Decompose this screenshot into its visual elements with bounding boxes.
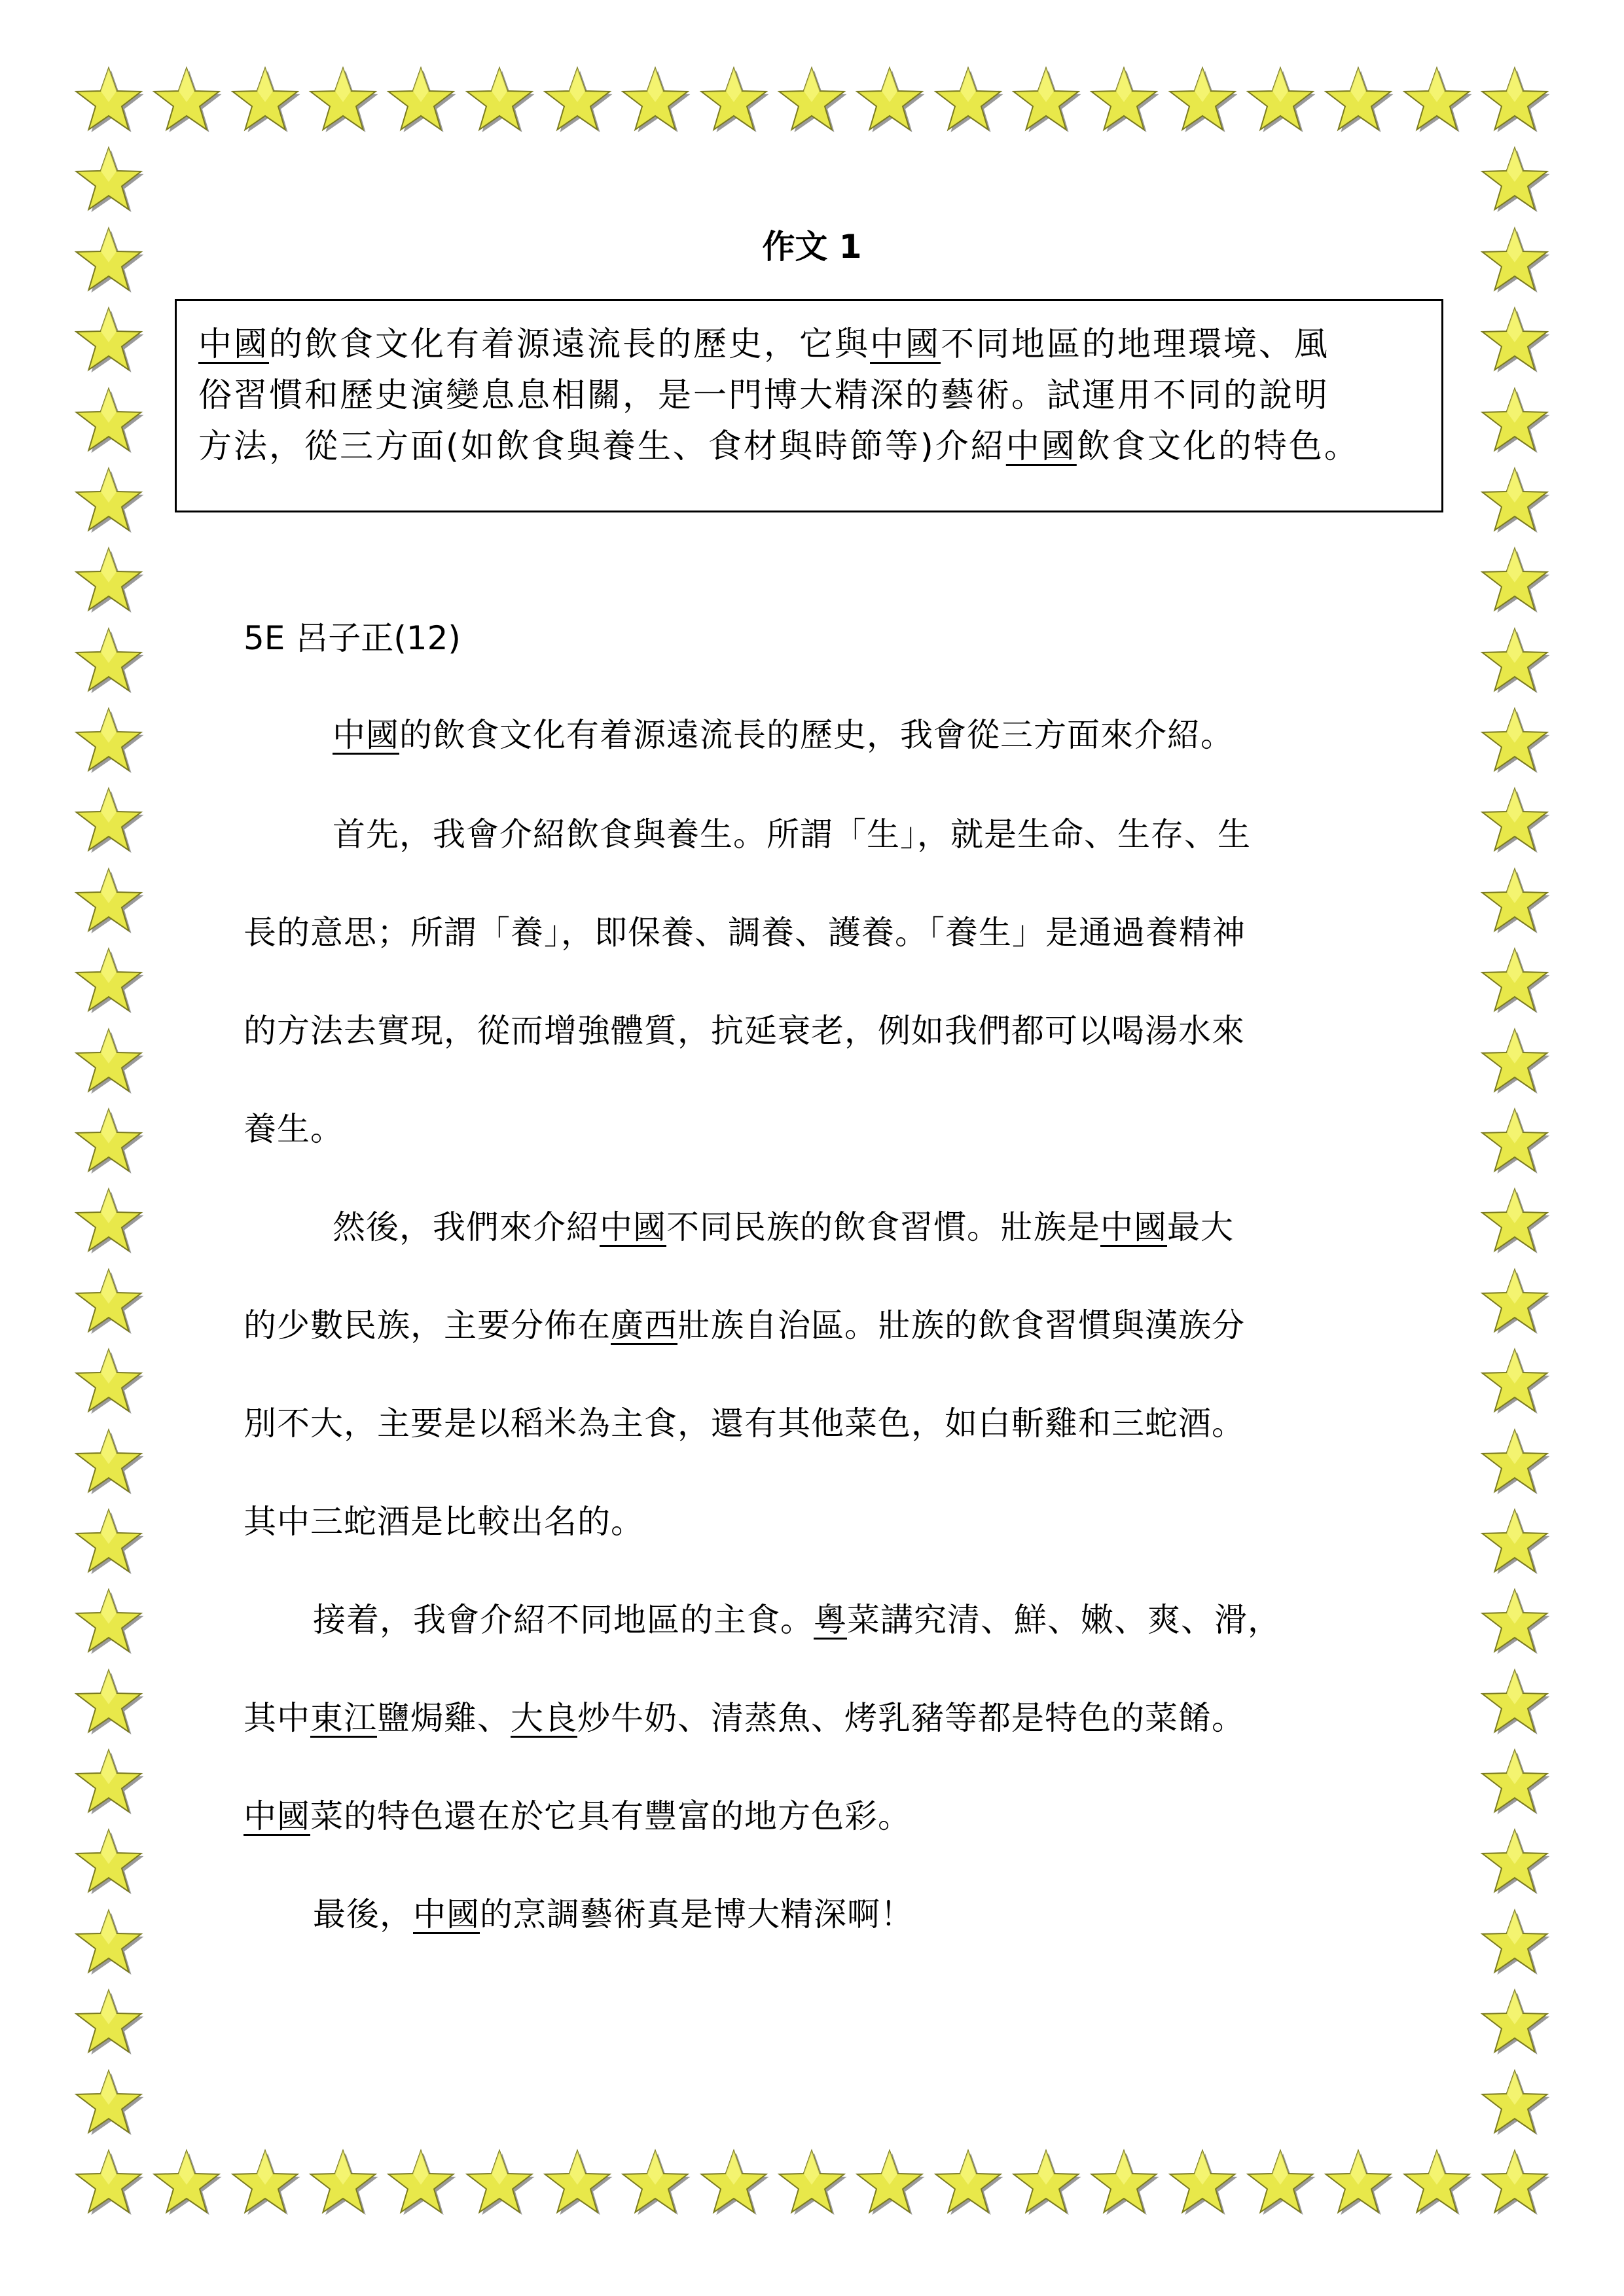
star-icon (384, 2148, 458, 2221)
prompt-line (198, 319, 1426, 370)
star-icon (72, 1347, 145, 1420)
text-segment: 飲食文化的特色。 (1076, 427, 1360, 466)
star-icon (1244, 2148, 1317, 2221)
star-icon (72, 1908, 145, 1981)
star-icon (72, 1507, 145, 1581)
star-icon (697, 2148, 770, 2221)
star-icon (1478, 1267, 1551, 1340)
star-icon (1009, 65, 1083, 139)
star-icon (72, 65, 145, 139)
star-icon (72, 145, 145, 219)
star-icon (1400, 2148, 1473, 2221)
star-icon (1478, 867, 1551, 940)
star-icon (72, 1187, 145, 1260)
proper-noun: 中國 (333, 716, 399, 754)
star-icon (1478, 1027, 1551, 1100)
star-icon (1087, 65, 1161, 139)
star-icon (72, 1988, 145, 2061)
text-segment: 其中三蛇酒是比較出名的。 (244, 1503, 644, 1541)
proper-noun: 中國 (1005, 427, 1077, 466)
proper-noun: 中國 (1100, 1208, 1167, 1246)
star-icon (775, 65, 848, 139)
essay-line (244, 1008, 1245, 1054)
text-segment: 然後，我們來介紹 (333, 1208, 600, 1246)
star-icon (72, 867, 145, 940)
star-icon (306, 65, 380, 139)
star-icon (1478, 1988, 1551, 2061)
text-segment: 接着，我會介紹不同地區的主食。 (313, 1601, 814, 1639)
star-icon (1009, 2148, 1083, 2221)
essay-line (244, 1793, 911, 1839)
star-icon (228, 65, 302, 139)
star-icon (72, 1748, 145, 1821)
text-segment: 最大 (1167, 1208, 1234, 1246)
essay-line (313, 1892, 914, 1937)
proper-noun: 大良 (511, 1699, 577, 1737)
star-icon (775, 2148, 848, 2221)
star-icon (72, 706, 145, 780)
text-segment: 的方法去實現，從而增強體質，抗延衰老，例如我們都可以喝湯水來 (244, 1012, 1245, 1050)
star-icon (1478, 1427, 1551, 1501)
text-segment: 養生。 (244, 1110, 344, 1148)
star-icon (1322, 2148, 1395, 2221)
star-icon (1478, 306, 1551, 379)
proper-noun: 中國 (198, 325, 270, 364)
text-segment: 不同地區的地理環境、風 (941, 325, 1330, 364)
text-segment: 菜講究清、鮮、嫩、爽、滑， (847, 1601, 1281, 1639)
proper-noun: 中國 (870, 325, 941, 364)
star-icon (72, 1027, 145, 1100)
text-segment: 首先，我會介紹飲食與養生。所謂「生」，就是生命、生存、生 (333, 816, 1251, 853)
star-icon (150, 2148, 223, 2221)
star-icon (72, 1107, 145, 1180)
star-icon (541, 2148, 614, 2221)
star-icon (1478, 466, 1551, 539)
star-icon (1478, 1827, 1551, 1901)
text-segment: 的飲食文化有着源遠流長的歷史，它與 (269, 325, 871, 364)
text-segment: 菜的特色還在於它具有豐富的地方色彩。 (310, 1797, 911, 1835)
star-icon (72, 626, 145, 700)
essay-line (244, 1401, 1245, 1446)
essay-line (244, 1302, 1245, 1348)
text-segment: 別不大，主要是以稻米為主食，還有其他菜色，如白斬雞和三蛇酒。 (244, 1405, 1245, 1443)
star-icon (72, 546, 145, 619)
essay-line (333, 1204, 1234, 1250)
text-segment: 炒牛奶、清蒸魚、烤乳豬等都是特色的菜餚。 (577, 1699, 1245, 1737)
text-segment: 的少數民族，主要分佈在 (244, 1306, 611, 1344)
star-icon (306, 2148, 380, 2221)
prompt-line (198, 370, 1426, 422)
star-icon (931, 2148, 1005, 2221)
proper-noun: 東江 (310, 1699, 377, 1737)
star-icon (463, 65, 536, 139)
star-icon (72, 306, 145, 379)
star-icon (541, 65, 614, 139)
proper-noun: 中國 (413, 1895, 480, 1933)
star-icon (72, 1827, 145, 1901)
proper-noun: 中國 (600, 1208, 666, 1246)
star-icon (1478, 386, 1551, 459)
proper-noun: 廣西 (611, 1306, 677, 1344)
text-segment: 不同民族的飲食習慣。壯族是 (666, 1208, 1100, 1246)
star-icon (1087, 2148, 1161, 2221)
star-icon (1166, 2148, 1239, 2221)
text-segment: 方法，從三方面(如飲食與養生、食材與時節等)介紹 (198, 427, 1006, 466)
star-icon (1478, 1347, 1551, 1420)
star-icon (228, 2148, 302, 2221)
star-icon (72, 1267, 145, 1340)
star-icon (931, 65, 1005, 139)
star-icon (1478, 1507, 1551, 1581)
essay-line (244, 1499, 644, 1545)
star-icon (72, 946, 145, 1020)
star-icon (384, 65, 458, 139)
star-icon (1478, 1107, 1551, 1180)
star-icon (72, 2068, 145, 2142)
star-icon (1244, 65, 1317, 139)
star-icon (1478, 706, 1551, 780)
star-icon (853, 2148, 926, 2221)
star-icon (1478, 1587, 1551, 1660)
text-segment: 最後， (313, 1895, 413, 1933)
star-icon (1322, 65, 1395, 139)
star-icon (1478, 2068, 1551, 2142)
star-icon (1478, 1187, 1551, 1260)
star-icon (72, 1587, 145, 1660)
star-icon (619, 2148, 692, 2221)
star-icon (1478, 946, 1551, 1020)
star-icon (463, 2148, 536, 2221)
essay-line (244, 1695, 1245, 1741)
page-title: 作文 1 (762, 228, 862, 266)
star-icon (1478, 145, 1551, 219)
star-icon (1478, 786, 1551, 859)
prompt-line (198, 422, 1426, 473)
text-segment: 俗習慣和歷史演變息息相關，是一門博大精深的藝術。試運用不同的說明 (198, 376, 1330, 415)
text-segment: 長的意思；所謂「養」，即保養、調養、護養。「養生」是通過養精神 (244, 914, 1246, 952)
text-segment: 其中 (244, 1699, 310, 1737)
star-icon (72, 1668, 145, 1741)
star-icon (1166, 65, 1239, 139)
star-icon (150, 65, 223, 139)
star-icon (72, 466, 145, 539)
star-icon (1478, 2148, 1551, 2221)
star-icon (1478, 1908, 1551, 1981)
star-icon (619, 65, 692, 139)
essay-line (244, 910, 1246, 956)
star-icon (72, 1427, 145, 1501)
star-icon (1478, 626, 1551, 700)
star-icon (72, 2148, 145, 2221)
essay-line (333, 712, 1234, 758)
star-icon (1478, 1668, 1551, 1741)
star-icon (72, 386, 145, 459)
text-segment: 的烹調藝術真是博大精深啊！ (480, 1895, 914, 1933)
proper-noun: 中國 (244, 1797, 310, 1835)
essay-line (244, 1106, 344, 1152)
star-icon (853, 65, 926, 139)
text-segment: 鹽焗雞、 (377, 1699, 511, 1737)
text-segment: 的飲食文化有着源遠流長的歷史，我會從三方面來介紹。 (399, 716, 1234, 754)
star-icon (1478, 1748, 1551, 1821)
proper-noun: 粵 (814, 1601, 847, 1639)
author-line: 5E 呂子正(12) (244, 619, 461, 657)
star-icon (1478, 546, 1551, 619)
star-icon (72, 786, 145, 859)
essay-line (313, 1597, 1281, 1643)
essay-line (333, 812, 1251, 857)
star-icon (1400, 65, 1473, 139)
star-icon (697, 65, 770, 139)
text-segment: 壯族自治區。壯族的飲食習慣與漢族分 (677, 1306, 1245, 1344)
star-icon (1478, 65, 1551, 139)
prompt-box (175, 299, 1443, 512)
